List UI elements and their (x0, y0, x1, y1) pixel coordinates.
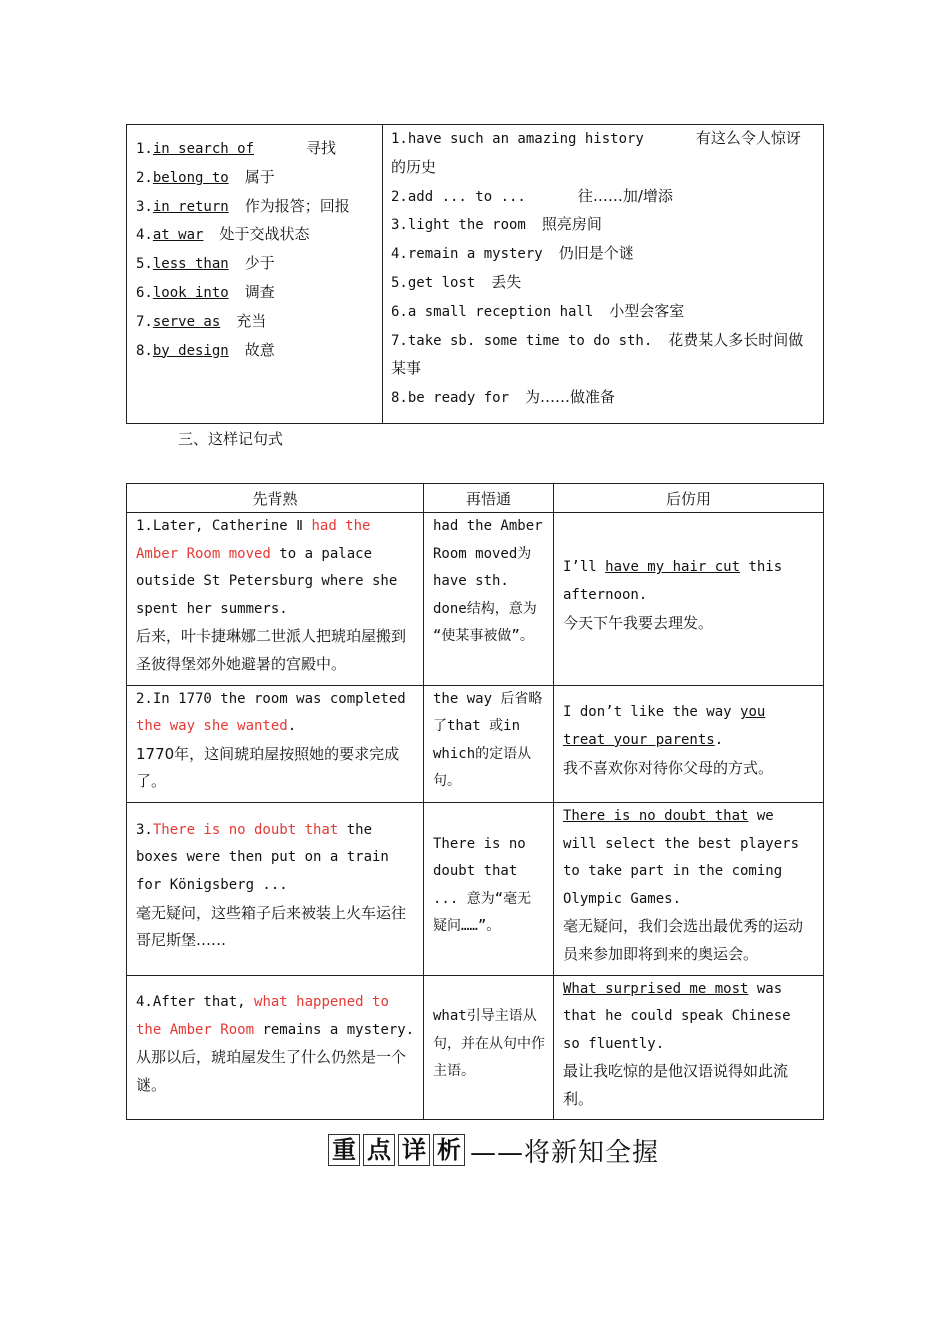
phrase-item: 5.less than 少于 (136, 254, 275, 273)
imitate-cell: There is no doubt that we will select the best players to take part in the coming Olympic Games. 毫无疑问，我们会选出最优秀的运动员来参加即将到来的奥运会。 (554, 802, 824, 975)
memorize-cell: 3.There is no doubt that the boxes were then put on a train for Königsberg ... 毫无疑问，这些箱子后来被装上火车运往哥尼斯堡…… (127, 802, 424, 975)
imitate-cell: I don’t like the way you treat your parents. 我不喜欢你对待你父母的方式。 (554, 685, 824, 802)
phrase-item: 1.in search of 寻找 (136, 139, 337, 157)
phrase-item: 1.have such an amazing history 有这么令人惊讶的历史 (391, 129, 801, 176)
memorize-cell: 2.In 1770 the room was completed the way she wanted. 1770年，这间琥珀屋按照她的要求完成了。 (127, 685, 424, 802)
table-row (127, 802, 824, 975)
imitate-cell: What surprised me most was that he could speak Chinese so fluently. 最让我吃惊的是他汉语说得如此流利。 (554, 975, 824, 1120)
phrase-item: 7.take sb. some time to do sth. 花费某人多长时间做某事 (391, 330, 804, 378)
sentence-table (126, 483, 824, 1120)
column-header: 后仿用 (554, 484, 824, 513)
table-row (127, 975, 824, 1120)
phrase-item: 6.a small reception hall 小型会客室 (391, 301, 685, 320)
phrase-item: 5.get lost 丢失 (391, 272, 522, 291)
phrase-item: 3.light the room 照亮房间 (391, 215, 602, 234)
phrase-item: 4.at war 处于交战状态 (136, 225, 310, 244)
banner-boxed-char: 重 (328, 1134, 360, 1166)
understand-cell: There is no doubt that ... 意为“毫无疑问……”。 (424, 802, 554, 975)
phrase-item: 2.belong to 属于 (136, 167, 275, 186)
table-row (127, 685, 824, 802)
phrase-item: 7.serve as 充当 (136, 311, 267, 330)
phrase-item: 2.add ... to ... 往……加/增添 (391, 186, 673, 205)
understand-cell: the way 后省略了that 或in which的定语从句。 (424, 685, 554, 802)
phrase-item: 8.by design 故意 (136, 340, 275, 359)
phrase-table (126, 124, 824, 424)
phrase-item: 8.be ready for 为……做准备 (391, 388, 616, 407)
memorize-cell: 1.Later, Catherine Ⅱ had the Amber Room moved to a palace outside St Petersburg where she spent her summers. 后来，叶卡捷琳娜二世派人把琥珀屋搬到圣彼得堡郊外她避暑的宫殿中。 (127, 513, 424, 686)
phrase-item: 4.remain a mystery 仍旧是个谜 (391, 244, 634, 263)
banner-boxed-char: 点 (363, 1134, 395, 1166)
understand-cell: had the Amber Room moved为have sth. done结构，意为 “使某事被做”。 (424, 513, 554, 686)
column-header: 先背熟 (127, 484, 424, 513)
imitate-cell: I’ll have my hair cut this afternoon. 今天下午我要去理发。 (554, 513, 824, 686)
column-header: 再悟通 (424, 484, 554, 513)
phrase-list-left (127, 125, 383, 424)
phrase-item: 6.look into 调查 (136, 282, 275, 301)
phrase-item: 3.in return 作为报答；回报 (136, 196, 350, 215)
banner-subtitle: ——将新知全握 (470, 1137, 660, 1168)
section-heading: 三、这样记句式 (178, 430, 284, 448)
phrase-list-right (383, 125, 824, 424)
table-row (127, 513, 824, 686)
understand-cell: what引导主语从句，并在从句中作主语。 (424, 975, 554, 1120)
banner-boxed-char: 详 (398, 1134, 430, 1166)
banner-boxed-char: 析 (433, 1134, 465, 1166)
section-banner (328, 1132, 659, 1168)
memorize-cell: 4.After that, what happened to the Amber Room remains a mystery. 从那以后，琥珀屋发生了什么仍然是一个谜。 (127, 975, 424, 1120)
